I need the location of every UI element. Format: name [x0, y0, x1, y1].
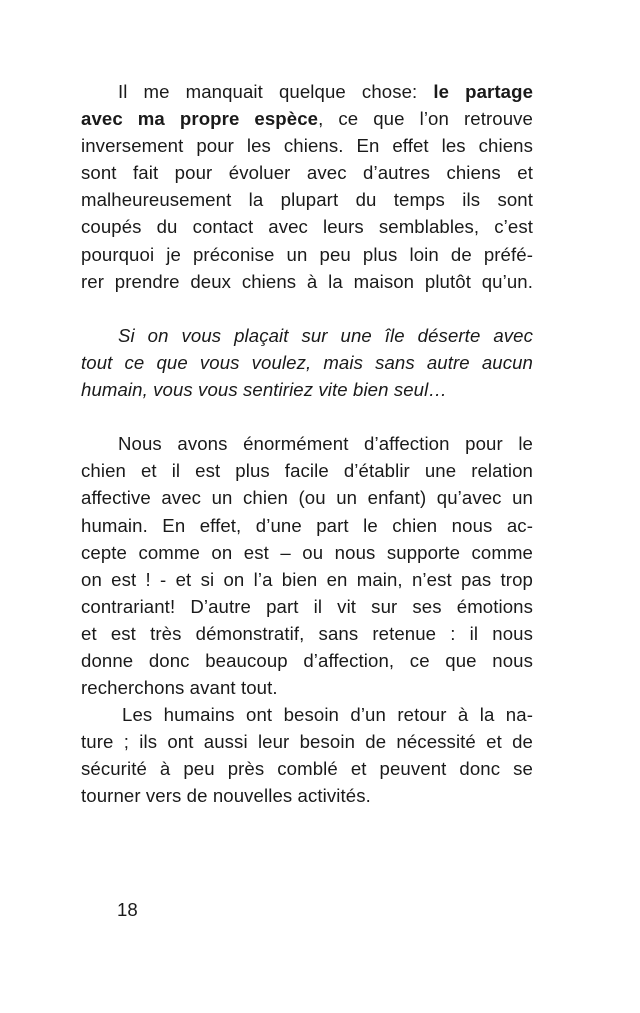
paragraph-4 [81, 701, 533, 809]
paragraph-gap [81, 295, 533, 322]
text-line: et est très démonstratif, sans retenue : il nous [81, 622, 533, 644]
text-line: rer prendre deux chiens à la maison plutôt qu’un. [81, 270, 533, 292]
text-line: pourquoi je préconise un peu plus loin de préfé- [81, 243, 533, 265]
text-run: Il me manquait quelque chose: [118, 81, 434, 102]
text-line [81, 105, 533, 132]
page-number: 18 [117, 899, 138, 920]
text-line: Si on vous plaçait sur une île déserte avec [118, 324, 533, 346]
text-line: chien et il est plus facile d’établir une relation [81, 460, 533, 482]
text-line: sont fait pour évoluer avec d’autres chiens et [81, 162, 533, 184]
page-body [81, 78, 533, 810]
text-line: contrariant! D’autre part il vit sur ses émotions [81, 595, 533, 617]
paragraph-3 [81, 430, 533, 701]
text-line: Les humains ont besoin d’un retour à la na- [122, 704, 533, 726]
text-line: inversement pour les chiens. En effet les chiens [81, 135, 533, 157]
text-line: sécurité à peu près comblé et peuvent donc se [81, 758, 533, 780]
text-line: malheureusement la plupart du temps ils sont [81, 189, 533, 211]
text-line: humain, vous vous sentiriez vite bien seul… [81, 379, 448, 401]
bold-text: le partage [433, 81, 534, 102]
text-line: recherchons avant tout. [81, 677, 278, 699]
text-line: donne donc beaucoup d’affection, ce que nous [81, 649, 533, 671]
text-run: , ce que l’on retrouve [318, 108, 533, 130]
text-line: Nous avons énormément d’affection pour le [118, 433, 533, 455]
text-line: coupés du contact avec leurs semblables, c’est [81, 216, 533, 238]
paragraph-1 [81, 78, 533, 295]
paragraph-gap [81, 403, 533, 430]
text-line: ture ; ils ont aussi leur besoin de nécessité et de [81, 731, 533, 753]
text-line: tout ce que vous voulez, mais sans autre aucun [81, 351, 533, 373]
text-line: affective avec un chien (ou un enfant) qu’avec un [81, 487, 533, 509]
text-line [81, 78, 533, 105]
paragraph-2-italic [81, 322, 533, 403]
text-line: tourner vers de nouvelles activités. [81, 785, 371, 807]
text-line: humain. En effet, d’une part le chien nous ac- [81, 514, 533, 536]
text-line: cepte comme on est – ou nous supporte comme [81, 541, 533, 563]
bold-text: avec ma propre espèce [81, 108, 319, 130]
text-line: on est ! - et si on l’a bien en main, n’est pas trop [81, 568, 533, 590]
